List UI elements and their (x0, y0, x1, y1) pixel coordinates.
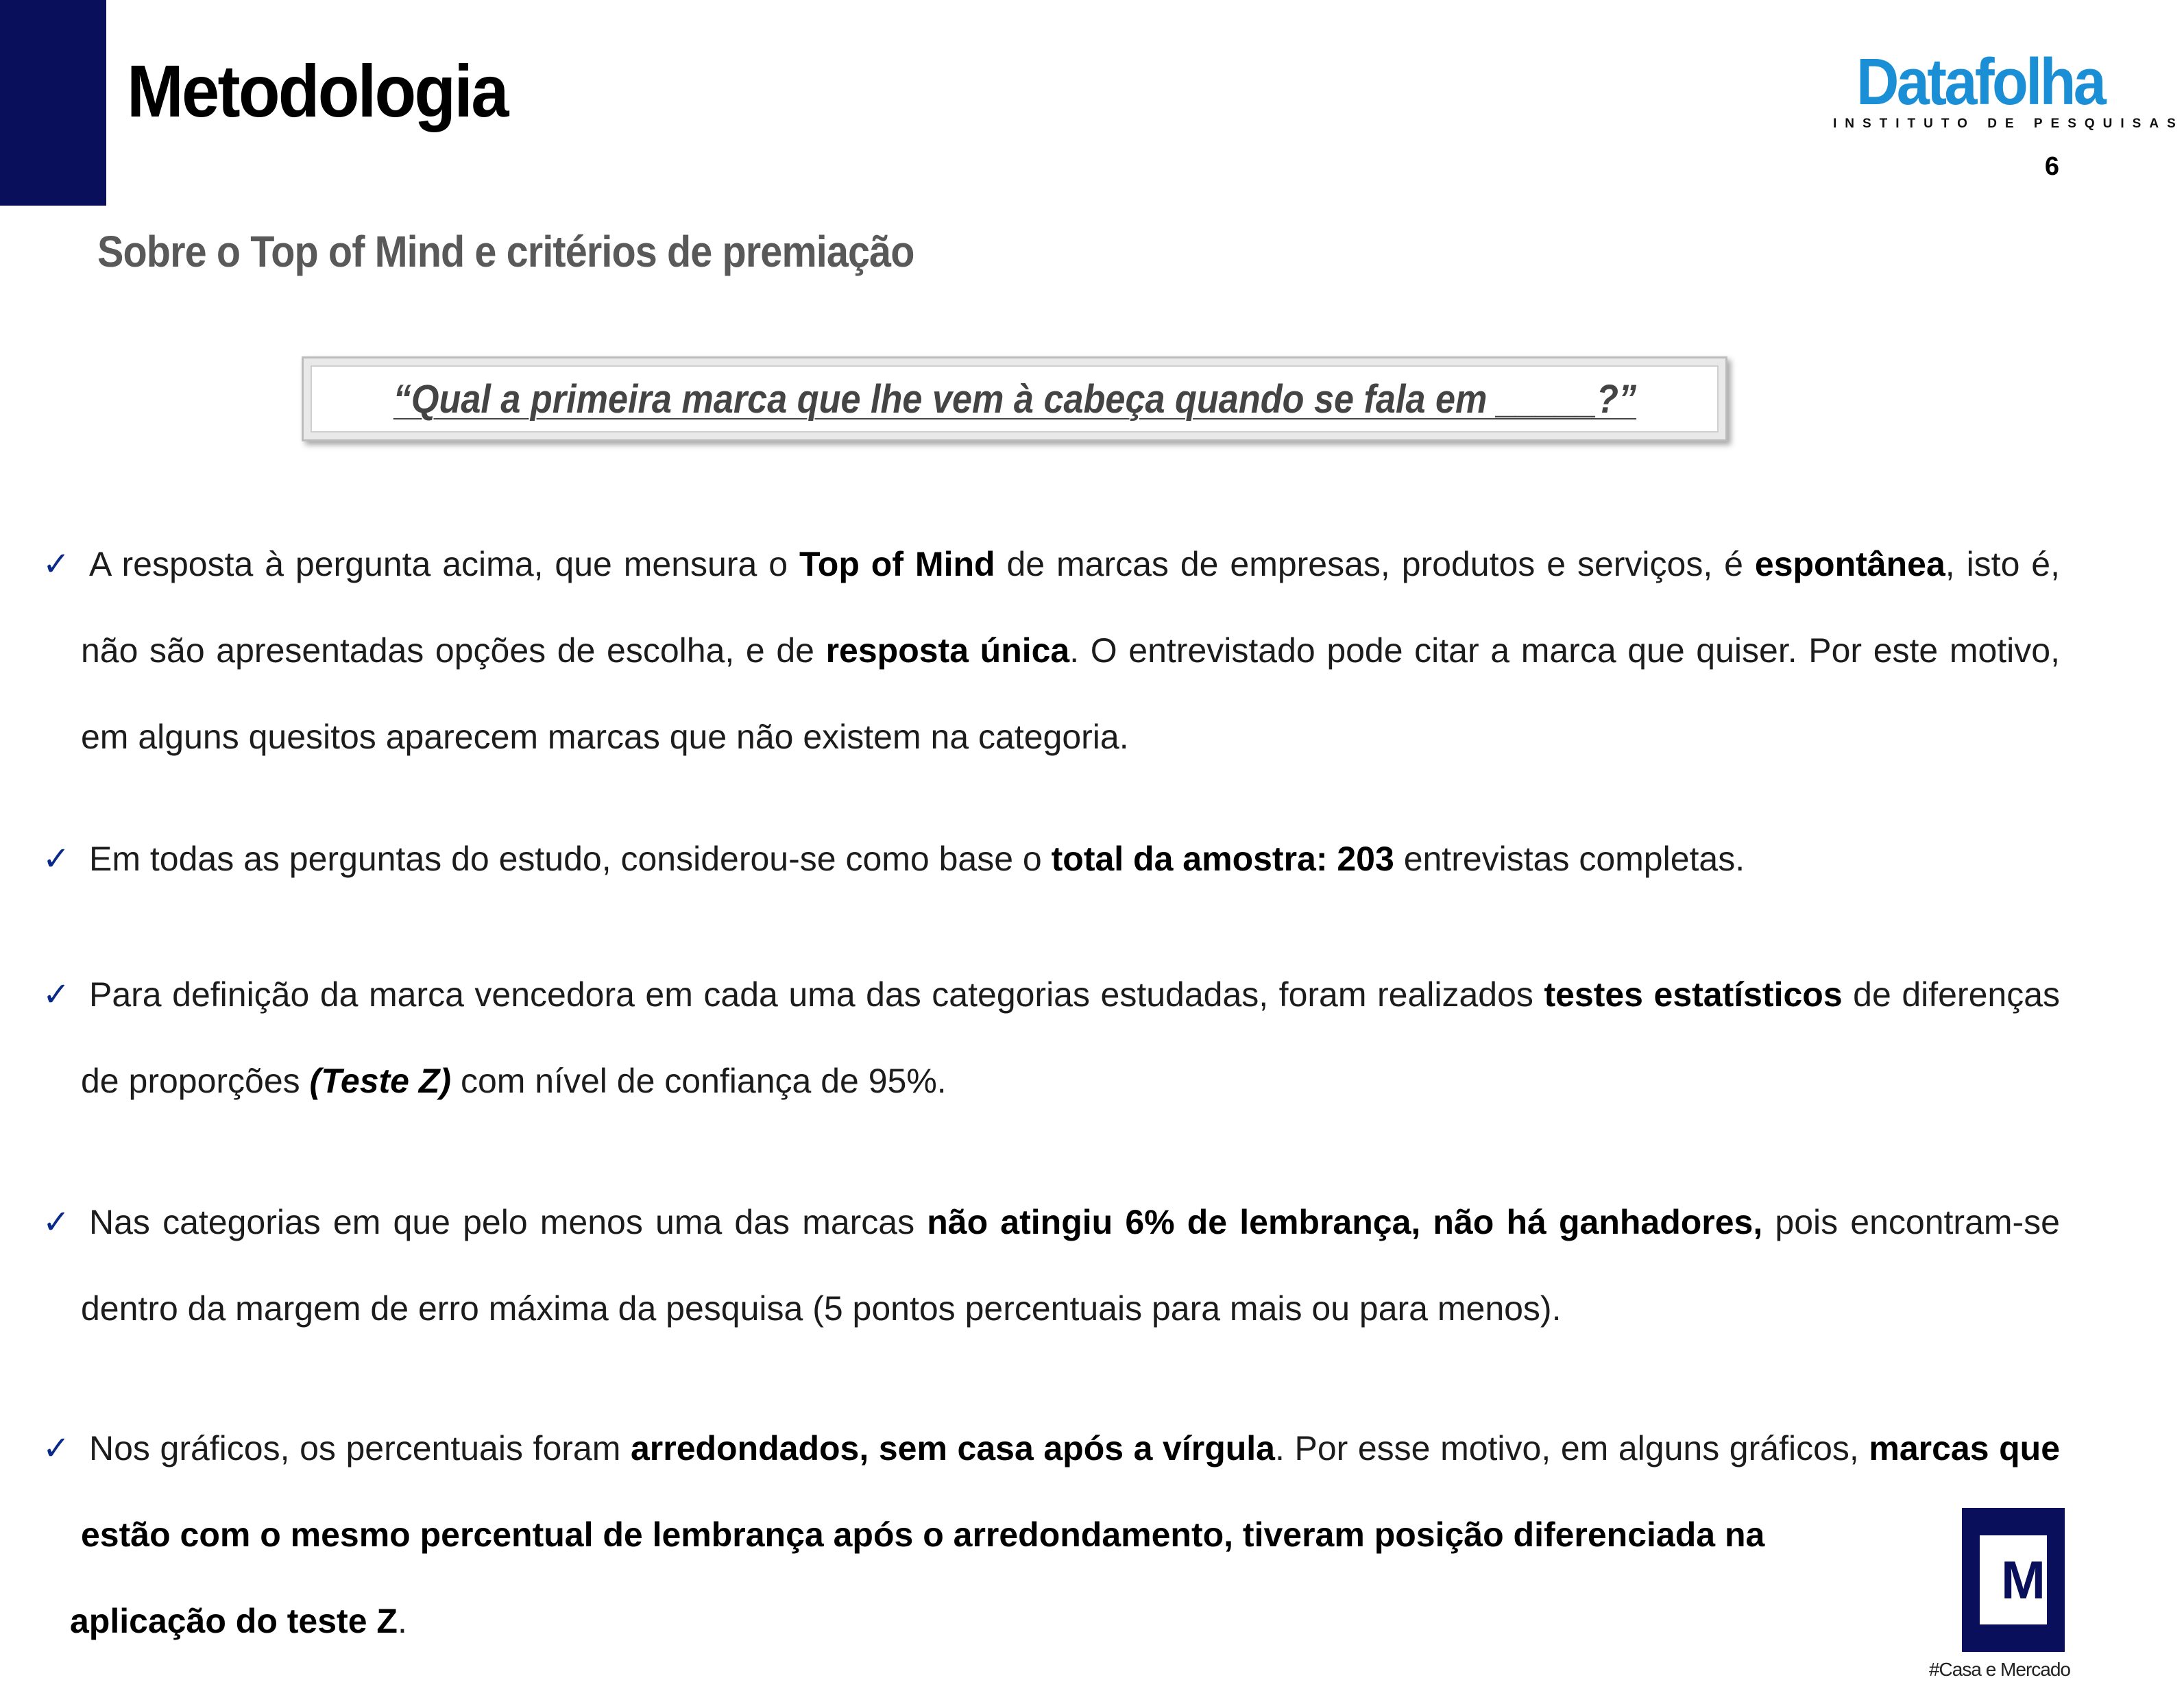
checkmark-icon: ✓ (43, 1203, 71, 1241)
casa-e-mercado-logo (1962, 1508, 2065, 1652)
logo-wordmark: Datafolha (1856, 45, 2104, 119)
checkmark-icon: ✓ (43, 1429, 71, 1467)
bullet-item-5-tail: aplicação do teste Z. (70, 1602, 407, 1640)
corner-accent-block (0, 0, 106, 206)
checkmark-icon: ✓ (43, 545, 71, 583)
bullet-item-5: ✓ Nos gráficos, os percentuais foram arredondados, sem casa após a vírgula. Por esse motivo, em alguns gráficos, marcas que estão com o mesmo percentual de lembrança após o arredondamento, tiveram posição diferenciada na (81, 1405, 2060, 1578)
bullet-item-3: ✓ Para definição da marca vencedora em cada uma das categorias estudadas, foram realizados testes estatísticos de diferenças de proporções (Teste Z) com nível de confiança de 95%. (81, 951, 2060, 1124)
page-title: Metodologia (127, 49, 507, 132)
checkmark-icon: ✓ (43, 975, 71, 1014)
section-subtitle: Sobre o Top of Mind e critérios de premiação (97, 227, 914, 276)
bullet-item-4: ✓ Nas categorias em que pelo menos uma das marcas não atingiu 6% de lembrança, não há ganhadores, pois encontram-se dentro da margem de erro máxima da pesquisa (5 pontos percentuais para mais ou para menos). (81, 1179, 2060, 1352)
cm-logo-tagline: #Casa e Mercado (1928, 1659, 2070, 1680)
cm-logo-letter: M (2001, 1550, 2046, 1610)
question-text: “Qual a primeira marca que lhe vem à cabeça quando se fala em _____?” (393, 376, 1636, 422)
logo-subtitle: INSTITUTO DE PESQUISAS (1833, 117, 2184, 131)
cm-logo-inner (1980, 1535, 2047, 1624)
bullet-item-2: ✓ Em todas as perguntas do estudo, considerou-se como base o total da amostra: 203 entrevistas completas. (81, 816, 2060, 902)
bullet-item-1: ✓ A resposta à pergunta acima, que mensura o Top of Mind de marcas de empresas, produtos e serviços, é espontânea, isto é, não são apresentadas opções de escolha, e de resposta única. O entrevistado pode citar a marca que quiser. Por este motivo, em alguns quesitos aparecem marcas que não existem na categoria. (81, 521, 2060, 780)
datafolha-logo (1833, 45, 2184, 132)
checkmark-icon: ✓ (43, 840, 71, 878)
page-number: 6 (2044, 152, 2059, 181)
question-box (302, 356, 1727, 441)
